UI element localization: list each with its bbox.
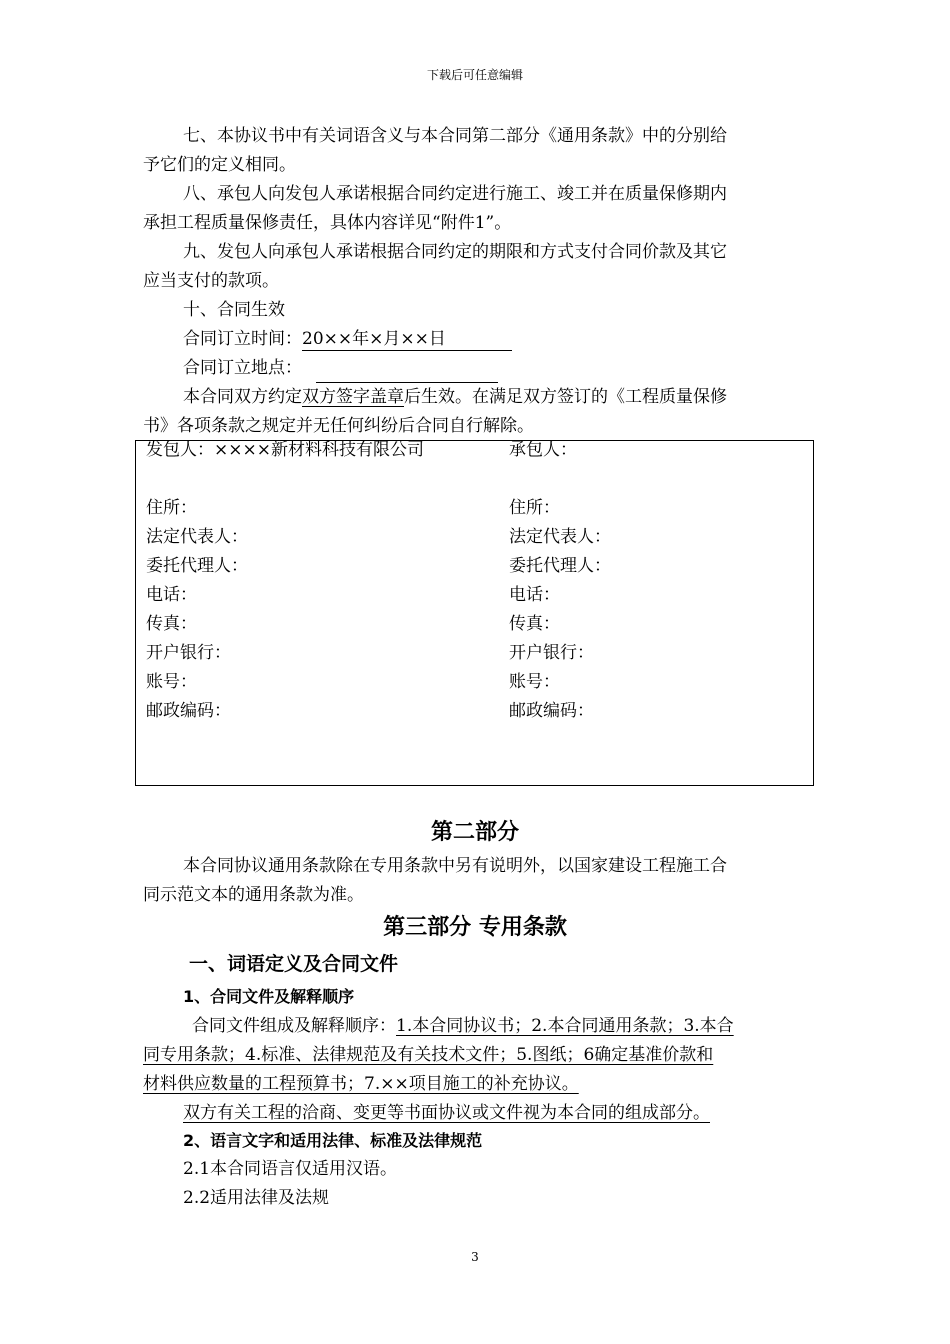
right_rows-row: 传真： <box>509 614 560 634</box>
right_rows-row: 电话： <box>509 585 560 605</box>
effect-line1 <box>183 383 727 412</box>
page-number: 3 <box>471 1250 479 1264</box>
page-header: 下载后可任意编辑 <box>426 68 523 82</box>
para-8-line2: 承担工程质量保修责任，具体内容详见“附件1”。 <box>143 213 512 233</box>
left_rows-row: 电话： <box>146 585 197 605</box>
doc-order-a: 1.本合同协议书；2.本合同通用条款；3.本合 <box>396 1016 734 1036</box>
effect-text-1: 本合同双方约定 <box>183 387 302 407</box>
part2-title: 第二部分 <box>430 820 519 845</box>
part3-title: 第三部分 专用条款 <box>383 915 567 940</box>
sign-time-line <box>183 325 512 354</box>
left_rows-row: 法定代表人： <box>146 527 248 547</box>
right_rows-row: 承包人： <box>509 440 577 460</box>
clause-2-2: 2.2适用法律及法规 <box>183 1188 330 1208</box>
left_rows-row: 委托代理人： <box>146 556 248 576</box>
right_rows-row: 开户银行： <box>509 643 594 663</box>
sign-place-label: 合同订立地点： <box>183 358 302 378</box>
doc-order-line1 <box>192 1012 734 1041</box>
left_rows-row: 邮政编码： <box>146 701 231 721</box>
right_rows-row: 住所： <box>509 498 560 518</box>
effect-text-2: 后生效。在满足双方签订的《工程质量保修 <box>404 387 727 407</box>
sign-place-blank <box>316 364 498 383</box>
left_rows-row: 账号： <box>146 672 197 692</box>
parties-table <box>135 440 814 786</box>
para-9-line2: 应当支付的款项。 <box>143 271 279 291</box>
sign-time-value: 20××年×月××日 <box>302 328 512 351</box>
right_rows-row: 邮政编码： <box>509 701 594 721</box>
part2-line1: 本合同协议通用条款除在专用条款中另有说明外，以国家建设工程施工合 <box>183 856 727 876</box>
effect-line2: 书》各项条款之规定并无任何纠纷后合同自行解除。 <box>143 416 534 436</box>
para-7-line1: 七、本协议书中有关词语含义与本合同第二部分《通用条款》中的分别给 <box>183 126 727 146</box>
left_rows-row: 住所： <box>146 498 197 518</box>
section1-heading: 一、词语定义及合同文件 <box>189 953 399 975</box>
para-9-line1: 九、发包人向承包人承诺根据合同约定的期限和方式支付合同价款及其它 <box>183 242 727 262</box>
left_rows-row: 传真： <box>146 614 197 634</box>
doc-order-line4: 双方有关工程的洽商、变更等书面协议或文件视为本合同的组成部分。 <box>183 1103 710 1123</box>
sub2-heading: 2、语言文字和适用法律、标准及法律规范 <box>183 1131 483 1150</box>
clause-2-1: 2.1本合同语言仅适用汉语。 <box>183 1159 398 1179</box>
right_rows-row: 账号： <box>509 672 560 692</box>
right_rows-row: 委托代理人： <box>509 556 611 576</box>
sign-place-line <box>183 354 498 383</box>
sign-time-label: 合同订立时间： <box>183 329 302 349</box>
para-10-heading: 十、合同生效 <box>183 300 285 320</box>
doc-order-line3: 材料供应数量的工程预算书；7.××项目施工的补充协议。 <box>143 1074 579 1094</box>
part2-line2: 同示范文本的通用条款为准。 <box>143 885 364 905</box>
para-7-line2: 予它们的定义相同。 <box>143 155 296 175</box>
right_rows-row: 法定代表人： <box>509 527 611 547</box>
left_rows-row: 发包人：××××新材料科技有限公司 <box>146 440 424 460</box>
para-8-line1: 八、承包人向发包人承诺根据合同约定进行施工、竣工并在质量保修期内 <box>183 184 727 204</box>
doc-order-line2: 同专用条款；4.标准、法律规范及有关技术文件；5.图纸；6确定基准价款和 <box>143 1045 714 1065</box>
sub1-heading: 1、合同文件及解释顺序 <box>183 987 355 1006</box>
effect-underlined: 双方签字盖章 <box>302 387 404 407</box>
doc-order-label: 合同文件组成及解释顺序： <box>192 1016 396 1036</box>
left_rows-row: 开户银行： <box>146 643 231 663</box>
